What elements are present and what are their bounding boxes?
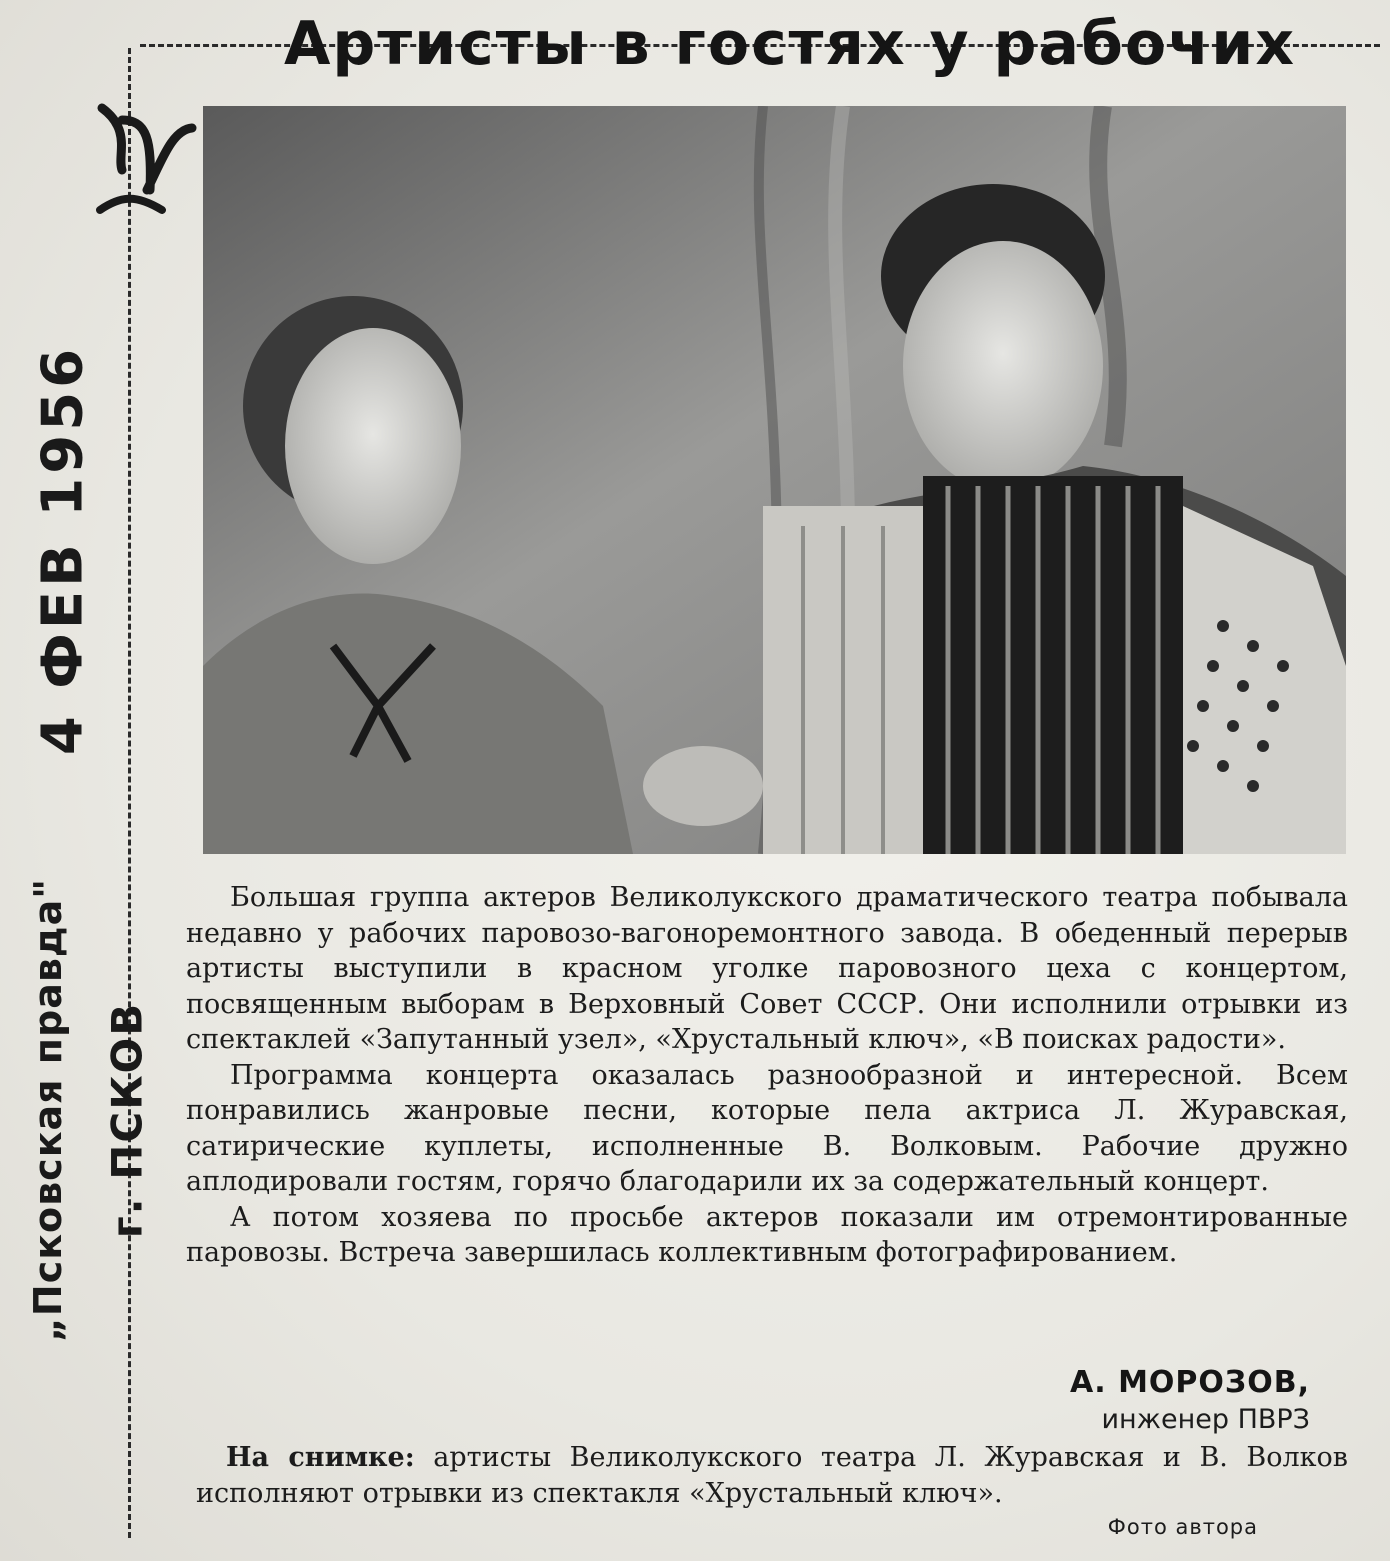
photo-credit: Фото автора xyxy=(1107,1515,1258,1539)
author-name: А. МОРОЗОВ, xyxy=(1070,1365,1310,1400)
article-body xyxy=(186,880,1348,1271)
handwritten-mark-icon xyxy=(92,100,202,230)
article-paragraph: Большая группа актеров Великолукского драматического театра побывала недавно у рабочих паровозо-вагоноремонтного завода. В обеденный перерыв артисты выступили в красном уголке паровозного цеха с концертом, посвященным выборам в Верховный Совет СССР. Они исполнили отрывки из спектаклей «Запутанный узел», «Хрустальный ключ», «В поисках радости». xyxy=(186,882,1348,1055)
author-role: инженер ПВРЗ xyxy=(1101,1404,1310,1435)
city-stamp xyxy=(92,990,162,1250)
article-photo xyxy=(203,106,1346,854)
newspaper-name-text: „Псковская правда" xyxy=(26,877,70,1343)
caption-lead: На снимке: xyxy=(226,1442,415,1473)
clip-cut-edge-left xyxy=(128,48,131,1538)
city-stamp-text: г. ПСКОВ xyxy=(102,1001,152,1239)
photo-caption xyxy=(196,1440,1348,1512)
article-paragraph: А потом хозяева по просьбе актеров показали им отремонтированные паровозы. Встреча завершилась коллективным фотографированием. xyxy=(186,1201,1348,1268)
caption-text: артисты Великолукского театра Л. Журавская и В. Волков исполняют отрывки из спектакля «Хрустальный ключ». xyxy=(196,1442,1348,1509)
newspaper-name-stamp xyxy=(0,850,96,1370)
accordion-duo-photo-icon xyxy=(203,106,1346,854)
article-paragraph: Программа концерта оказалась разнообразной и интересной. Всем понравились жанровые песни, которые пела актриса Л. Журавская, сатирические куплеты, исполненные В. Волковым. Рабочие дружно аплодировали гостям, горячо благодарили их за содержательный концерт. xyxy=(186,1059,1348,1197)
date-stamp xyxy=(18,340,108,760)
article-headline: Артисты в гостях у рабочих xyxy=(283,9,1297,79)
date-stamp-text: 4 ФЕВ 1956 xyxy=(30,344,96,756)
